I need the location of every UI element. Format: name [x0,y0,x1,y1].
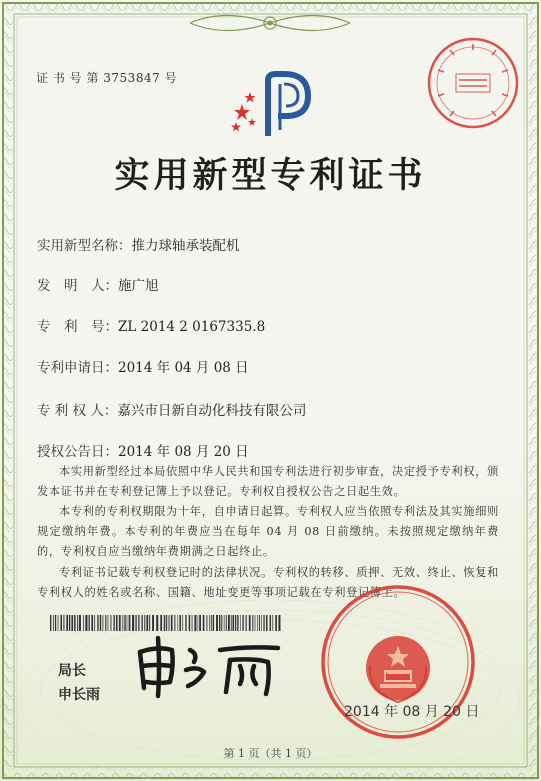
patent-number-value: ZL 2014 2 0167335.8 [118,319,266,335]
utility-model-name-field [37,234,240,254]
paragraph-legal-status: 专利证书记载专利权登记时的法律状况。专利权的转移、质押、无效、终止、恢复和专利权人的姓名或名称、国籍、地址变更等事项记载在专利登记簿上。 [37,566,499,599]
inventor-field [37,274,159,294]
application-date-field [37,356,249,376]
signatory-name: 申长雨 [58,687,100,703]
grant-date-label: 授权公告日： [37,444,118,460]
patent-number-field [37,315,265,335]
top-ornament [180,8,360,38]
paragraph-grant: 本实用新型经过本局依照中华人民共和国专利法进行初步审查，决定授予专利权，颁发本证书并在专利登记簿上予以登记。专利权自授权公告之日起生效。 [37,465,499,498]
grant-date-value: 2014 年 08 月 20 日 [118,444,249,460]
page-number: 第 1 页（共 1 页） [223,747,318,760]
utility-model-name-value: 推力球轴承装配机 [131,238,240,254]
utility-model-name-label: 实用新型名称： [37,238,132,254]
agency-seal-stamp [426,36,520,130]
application-date-label: 专利申请日： [37,360,118,376]
paragraph-term: 本专利的专利权期限为十年，自申请日起算。专利权人应当依照专利法及其实施细则规定缴纳年费。本专利的年费应当在每年 04 月 08 日前缴纳。未按照规定缴纳年费的，专利权自应当缴纳年费期满之日起终止。 [37,505,499,558]
seal-date: 2014 年 08 月 20 日 [344,704,480,720]
grant-date-field [37,440,249,460]
inventor-value: 施广旭 [118,278,159,294]
handwritten-signature [128,630,288,700]
barcode [50,615,282,631]
patentee-field [37,399,306,419]
certificate-number: 证 书 号 第 3753847 号 [36,71,178,85]
patent-office-logo-icon [228,70,320,142]
signatory-title: 局长 [58,663,86,679]
patent-number-label: 专 利 号： [37,319,118,335]
certificate-title: 实用新型专利证书 [114,155,427,196]
patentee-value: 嘉兴市日新自动化科技有限公司 [117,403,307,419]
application-date-value: 2014 年 04 月 08 日 [118,360,249,376]
inventor-label: 发 明 人： [37,278,118,294]
patentee-label: 专 利 权 人： [37,403,118,419]
